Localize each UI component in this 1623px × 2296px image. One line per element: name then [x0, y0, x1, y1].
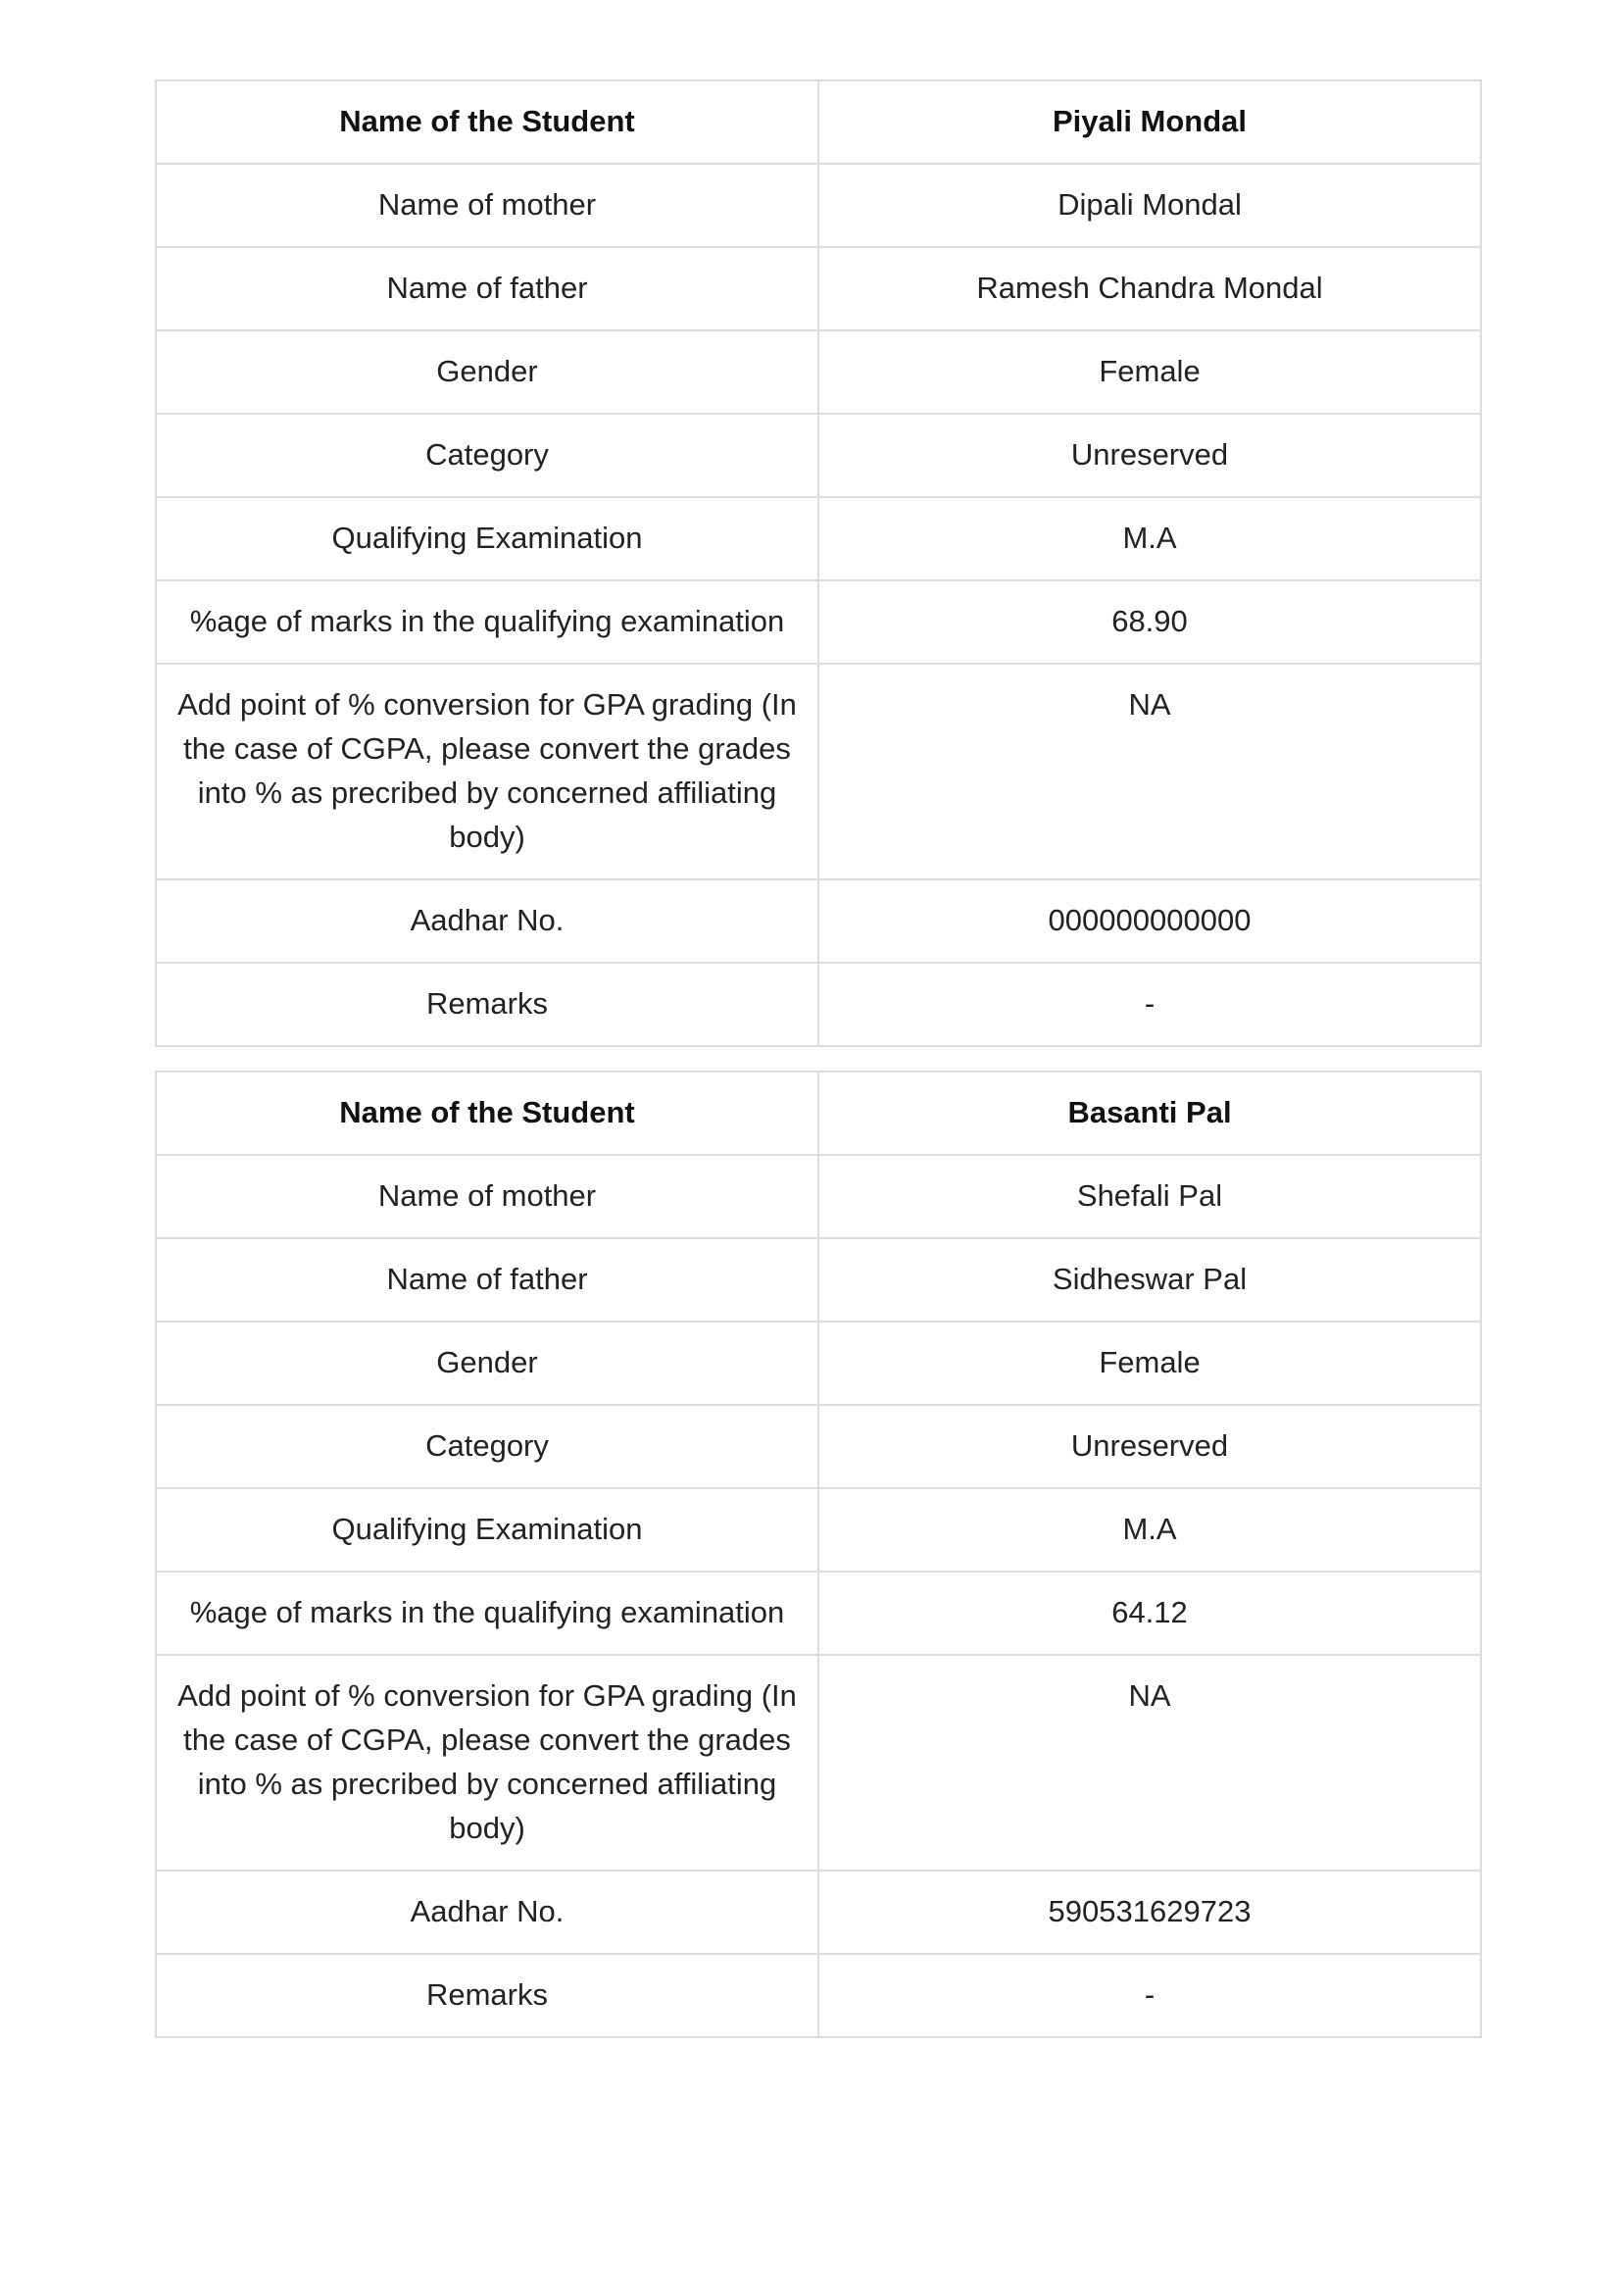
- student-name: Piyali Mondal: [818, 80, 1481, 164]
- field-value: Female: [818, 1322, 1481, 1405]
- field-value: Female: [818, 330, 1481, 414]
- field-value: Shefali Pal: [818, 1155, 1481, 1238]
- field-label: Qualifying Examination: [156, 1488, 818, 1572]
- field-label: Add point of % conversion for GPA grading (In the case of CGPA, please convert the grades into % as precribed by concerned affiliating body): [156, 1655, 818, 1871]
- field-value: -: [818, 1954, 1481, 2037]
- field-label: Name of father: [156, 247, 818, 330]
- table-row: [156, 164, 1481, 247]
- field-label: Category: [156, 414, 818, 497]
- table-row: [156, 1871, 1481, 1954]
- field-value: 68.90: [818, 580, 1481, 664]
- field-value: NA: [818, 664, 1481, 879]
- field-label: Name of father: [156, 1238, 818, 1322]
- table-row: [156, 1155, 1481, 1238]
- field-value: 590531629723: [818, 1871, 1481, 1954]
- table-row: [156, 879, 1481, 963]
- table-row: [156, 414, 1481, 497]
- table-row: [156, 1405, 1481, 1488]
- field-value: M.A: [818, 497, 1481, 580]
- field-label: Add point of % conversion for GPA grading (In the case of CGPA, please convert the grades into % as precribed by concerned affiliating body): [156, 664, 818, 879]
- header-label: Name of the Student: [156, 1072, 818, 1155]
- field-label: Gender: [156, 330, 818, 414]
- table-row: [156, 1655, 1481, 1871]
- table-row: [156, 664, 1481, 879]
- field-value: Unreserved: [818, 414, 1481, 497]
- table-header-row: [156, 80, 1481, 164]
- field-value: NA: [818, 1655, 1481, 1871]
- header-label: Name of the Student: [156, 80, 818, 164]
- student-record-table: [155, 79, 1482, 1047]
- student-record-table: [155, 1071, 1482, 2038]
- field-value: Unreserved: [818, 1405, 1481, 1488]
- field-label: Gender: [156, 1322, 818, 1405]
- table-row: [156, 330, 1481, 414]
- field-label: Category: [156, 1405, 818, 1488]
- field-value: -: [818, 963, 1481, 1046]
- field-value: Ramesh Chandra Mondal: [818, 247, 1481, 330]
- field-label: %age of marks in the qualifying examination: [156, 580, 818, 664]
- field-label: Remarks: [156, 963, 818, 1046]
- table-row: [156, 497, 1481, 580]
- table-row: [156, 1488, 1481, 1572]
- field-value: Sidheswar Pal: [818, 1238, 1481, 1322]
- table-row: [156, 580, 1481, 664]
- student-name: Basanti Pal: [818, 1072, 1481, 1155]
- table-header-row: [156, 1072, 1481, 1155]
- field-label: %age of marks in the qualifying examination: [156, 1572, 818, 1655]
- field-label: Name of mother: [156, 164, 818, 247]
- table-row: [156, 1572, 1481, 1655]
- field-value: Dipali Mondal: [818, 164, 1481, 247]
- table-row: [156, 247, 1481, 330]
- field-value: 64.12: [818, 1572, 1481, 1655]
- field-label: Remarks: [156, 1954, 818, 2037]
- table-row: [156, 1954, 1481, 2037]
- table-row: [156, 1238, 1481, 1322]
- field-label: Name of mother: [156, 1155, 818, 1238]
- field-label: Aadhar No.: [156, 879, 818, 963]
- field-value: 000000000000: [818, 879, 1481, 963]
- field-label: Aadhar No.: [156, 1871, 818, 1954]
- field-label: Qualifying Examination: [156, 497, 818, 580]
- table-row: [156, 963, 1481, 1046]
- field-value: M.A: [818, 1488, 1481, 1572]
- table-row: [156, 1322, 1481, 1405]
